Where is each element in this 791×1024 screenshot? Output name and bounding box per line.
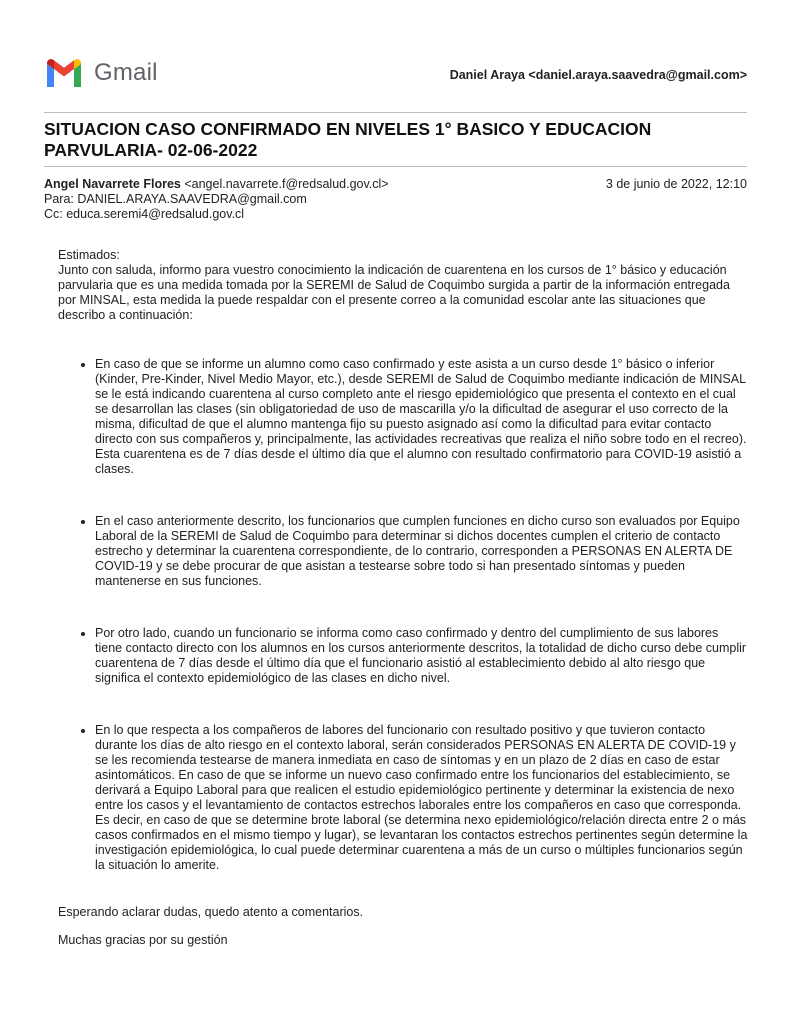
sender-email: <angel.navarrete.f@redsalud.gov.cl>	[184, 177, 389, 191]
account-email: Daniel Araya <daniel.araya.saavedra@gmail.com>	[449, 68, 747, 82]
message-date: 3 de junio de 2022, 12:10	[605, 177, 747, 191]
gmail-m-icon	[44, 58, 84, 88]
list-item: • En lo que respecta a los compañeros de labores del funcionario con resultado positivo y que tuvieron contacto durante los días de alto riesgo en el contexto laboral, serán considerados PERSONAS EN ALERTA DE COVID-19 y se les recomienda testearse de manera inmediata en caso de síntomas y en un plazo de 2 días en caso de estar asintomáticos. En caso de que se informe un nuevo caso confirmado entre los funcionarios del establecimiento, se derivará a Equipo Laboral para que realicen el estudio epidemiológico pertinente y determinar la existencia de nexo entre los casos y el levantamiento de contactos estrechos laborales entre los compañeros en caso que corresponda. Es decir, en caso de que se determine brote laboral (se determina nexo epidemiológico/relación directa entre 2 o más casos confirmados en el mismo tiempo y lugar), se levantaran los contactos estrechos pertinentes según determine la investigación epidemiológica, lo cual puede determinar cuarentena a más de un curso o múltiples funcionarios según la situación lo amerite.	[95, 723, 748, 873]
gmail-wordmark: Gmail	[94, 59, 158, 86]
subject-divider	[44, 166, 747, 167]
sender-name: Angel Navarrete Flores	[44, 177, 181, 191]
bullet-list	[58, 357, 748, 873]
thanks-line: Muchas gracias por su gestión	[58, 933, 228, 947]
cc-line: Cc: educa.seremi4@redsalud.gov.cl	[44, 207, 245, 221]
list-item: • Por otro lado, cuando un funcionario se informa como caso confirmado y dentro del cumplimiento de sus labores tiene contacto directo con los alumnos en los cursos anteriormente descritos, la totalidad de dicho curso debe cumplir cuarentena de 7 días desde el último día que el funcionario asistió al establecimiento debido al alto riesgo que significa el contexto epidemiológico de las clases en dicho nivel.	[95, 626, 748, 686]
list-item: • En el caso anteriormente descrito, los funcionarios que cumplen funciones en dicho curso son evaluados por Equipo Laboral de la SEREMI de Salud de Coquimbo para determinar si dichos docentes cumplen el criterio de contacto estrecho y determinar la cuarentena correspondiente, de lo contrario, corresponden a PERSONAS EN ALERTA DE COVID-19 y se debe procurar de que asistan a testearse sobre todo si han presentado síntomas y pueden mantenerse en sus funciones.	[95, 514, 748, 589]
greeting: Estimados:	[58, 248, 120, 262]
intro-paragraph: Junto con saluda, informo para vuestro conocimiento la indicación de cuarentena en los cursos de 1° básico y educación parvularia que es una medida tomada por la SEREMI de Salud de Coquimbo surgida a partir de la información entregada por MINSAL, esta medida la puede respaldar con el presente correo a la comunidad escolar ante las situaciones que describo a continuación:	[58, 263, 730, 322]
closing-line: Esperando aclarar dudas, quedo atento a comentarios.	[58, 905, 364, 919]
message-meta	[44, 177, 747, 222]
gmail-header	[44, 58, 747, 94]
message-body	[58, 248, 748, 948]
to-line: Para: DANIEL.ARAYA.SAAVEDRA@gmail.com	[44, 192, 307, 206]
list-item: • En caso de que se informe un alumno como caso confirmado y este asista a un curso desde 1° básico o inferior (Kinder, Pre-Kinder, Nivel Medio Mayor, etc.), desde SEREMI de Salud de Coquimbo mediante indicación de MINSAL se le está indicando cuarentena al curso completo ante el riesgo epidemiológico que presenta el contexto en el cual se desarrollan las clases (sin obligatoriedad de uso de mascarilla y/o la dificultad de asegurar el uso correcto de la misma, dificultad de que el alumno mantenga fijo su puesto asignado así como la dificultad para evitar contacto directo con sus compañeros y, principalmente, las actividades recreativas que realiza el niño sobre todo en el recreo). Esta cuarentena es de 7 días desde el último día que el alumno con resultado confirmatorio para COVID-19 asistió a clases.	[95, 357, 748, 477]
email-subject: SITUACION CASO CONFIRMADO EN NIVELES 1° BASICO Y EDUCACION PARVULARIA- 02-06-2022	[44, 119, 652, 160]
gmail-logo	[44, 58, 158, 88]
header-divider	[44, 112, 747, 113]
